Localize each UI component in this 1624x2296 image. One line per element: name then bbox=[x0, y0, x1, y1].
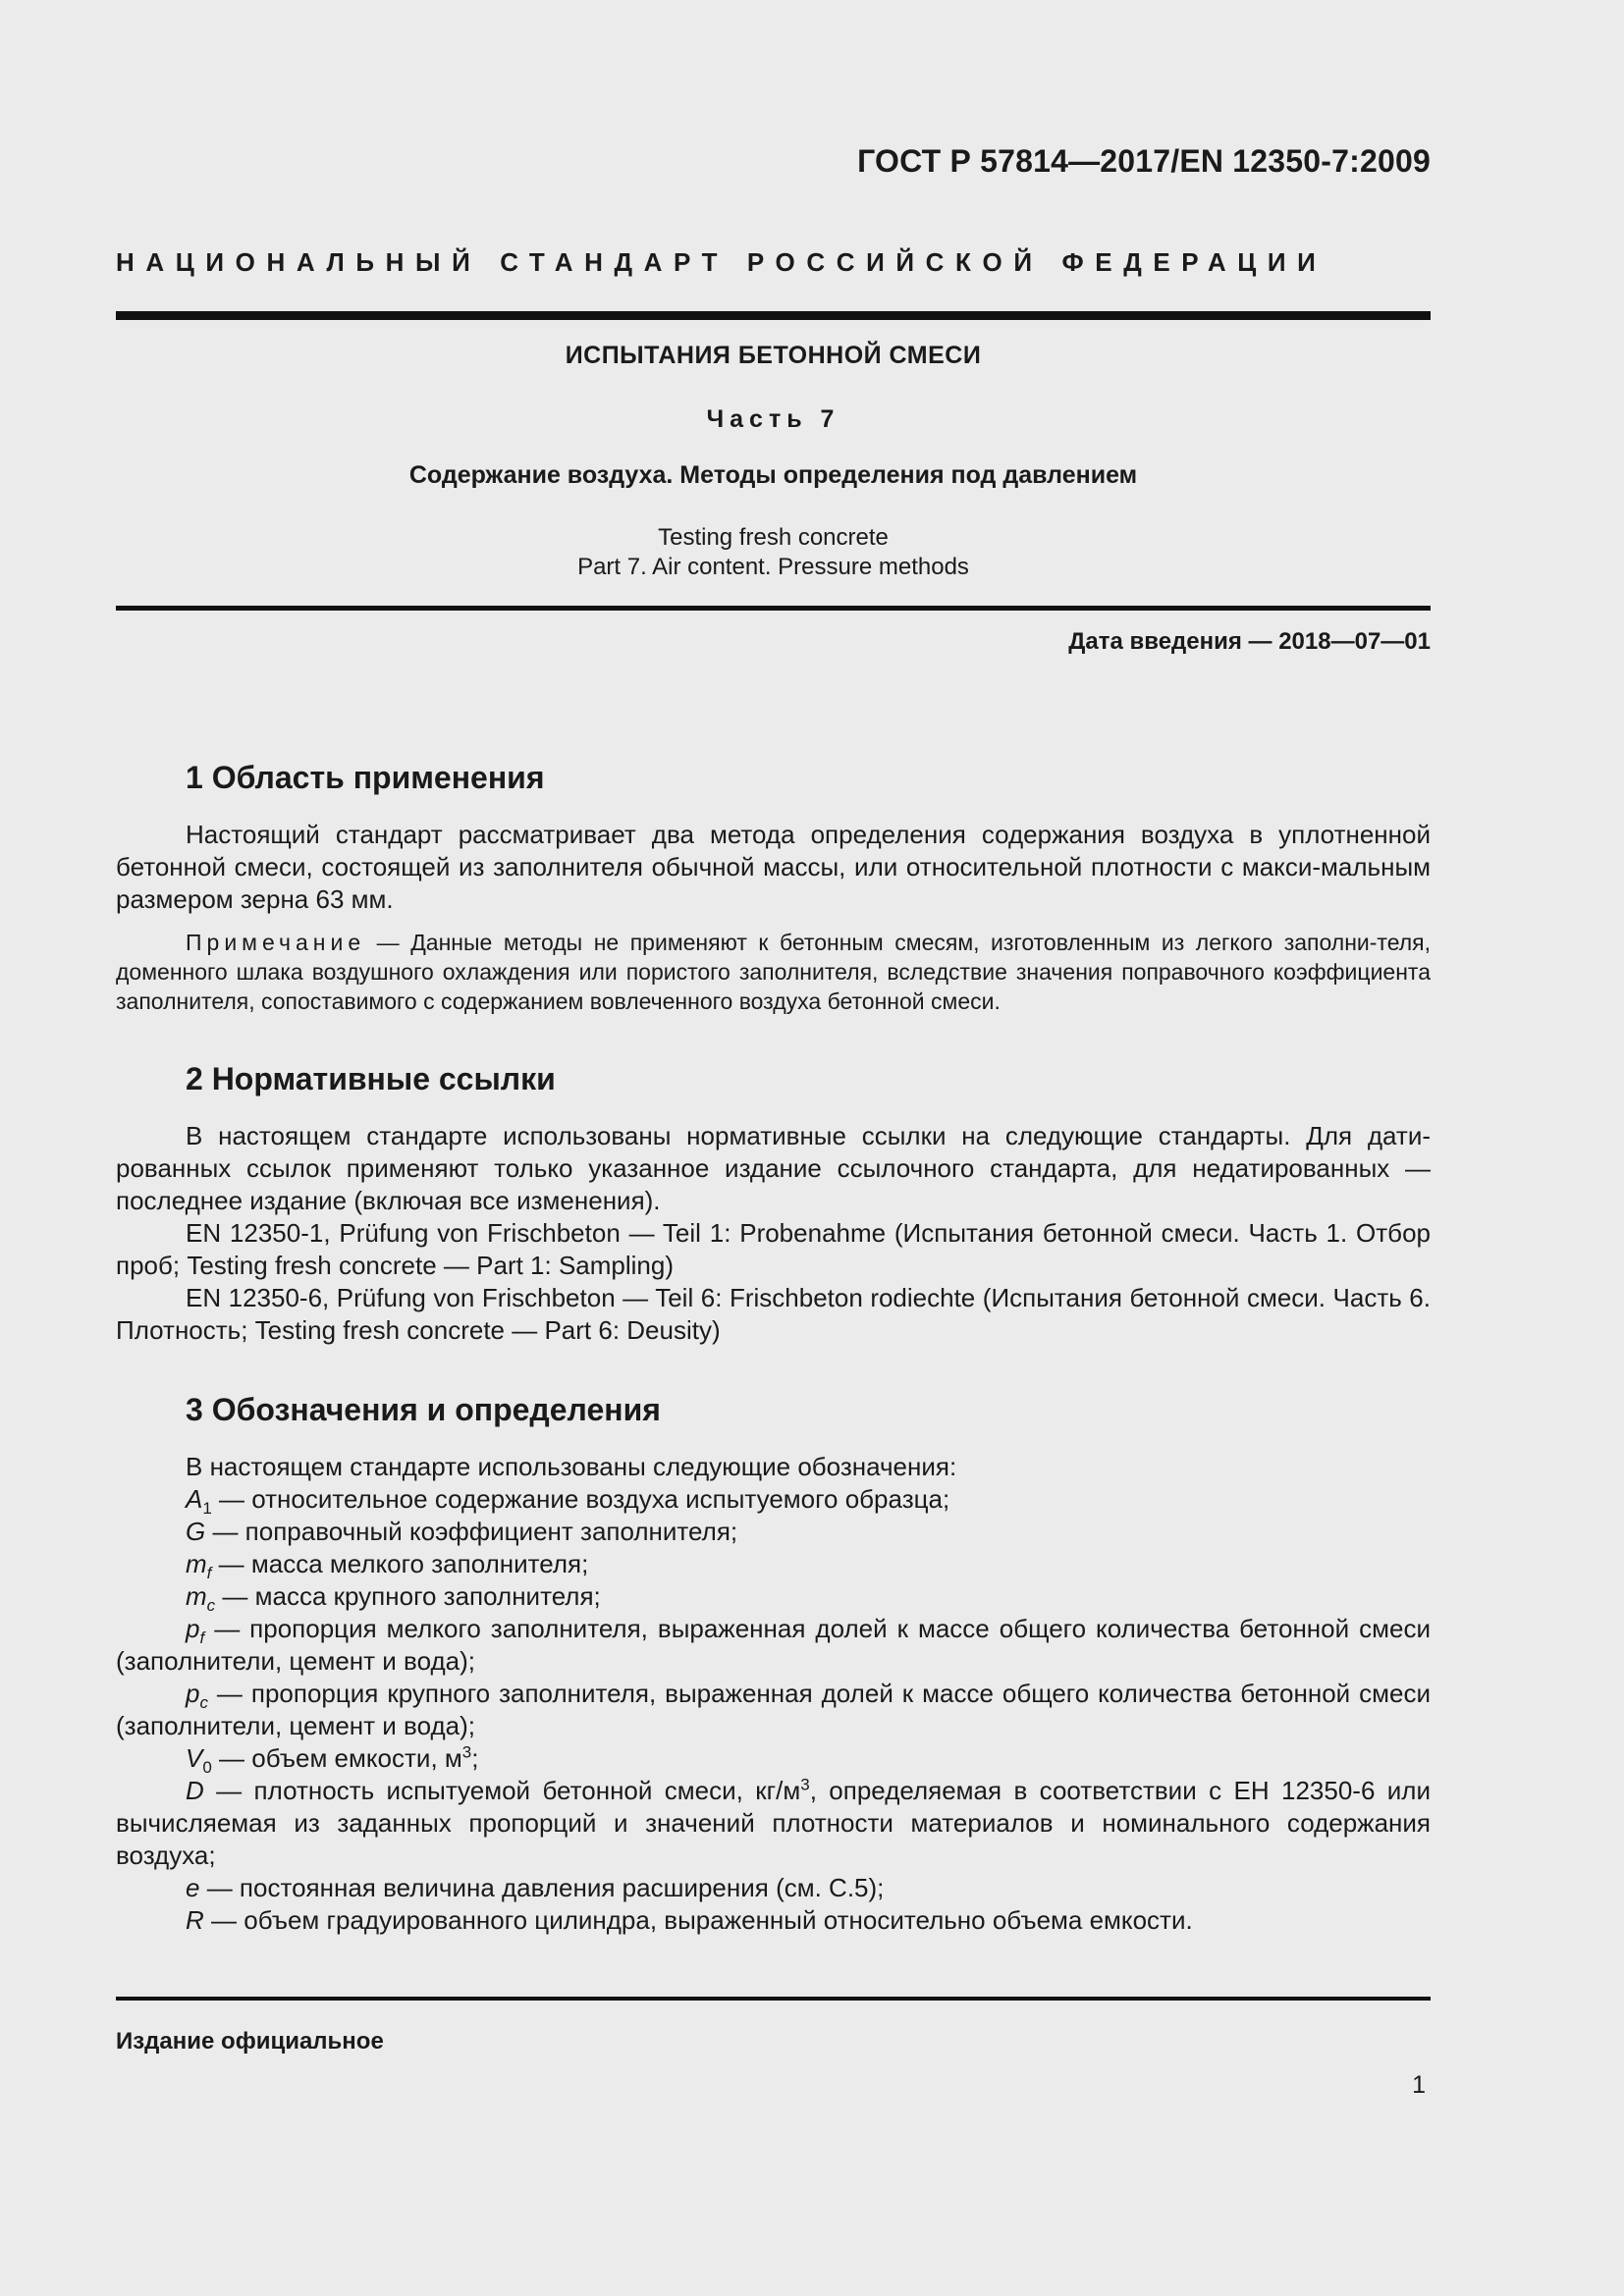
section1-note bbox=[116, 928, 1431, 1016]
section2-heading: 2 Нормативные ссылки bbox=[186, 1061, 556, 1096]
symbol-definition: R — объем градуированного цилиндра, выраженный относительно объема емкости. bbox=[186, 1905, 1193, 1935]
header-rule bbox=[116, 311, 1431, 320]
section2-reference: EN 12350-1, Prüfung von Frischbeton — Teil 1: Probenahme (Испытания бетонной смеси. Часть 1. Отбор проб; Testing fresh concrete — Part 1: Sampling) bbox=[116, 1218, 1431, 1280]
english-title-line2: Part 7. Air content. Pressure methods bbox=[577, 554, 969, 580]
section2-paragraph: В настоящем стандарте использованы нормативные ссылки на следующие стандарты. Для дати-рованных ссылок применяют только указанное издание ссылочного стандарта, для недатированных — последнее издание (включая все изменения). bbox=[116, 1121, 1431, 1215]
title-rule bbox=[116, 606, 1431, 611]
symbol-definition: e — постоянная величина давления расширения (см. С.5); bbox=[186, 1873, 885, 1902]
page-number: 1 bbox=[1412, 2071, 1426, 2099]
section3-heading: 3 Обозначения и определения bbox=[186, 1392, 661, 1427]
standard-code: ГОСТ Р 57814—2017/EN 12350-7:2009 bbox=[857, 143, 1431, 179]
english-title bbox=[116, 523, 1431, 582]
symbol-definition: $p_f$ — пропорция мелкого заполнителя, выраженная долей к массе общего количества бетонной смеси (заполнители, цемент и вода); bbox=[116, 1614, 1431, 1676]
section2-reference: EN 12350-6, Prüfung von Frischbeton — Teil 6: Frischbeton rodiechte (Испытания бетонной смеси. Часть 6. Плотность; Testing fresh concrete — Part 6: Deusity) bbox=[116, 1283, 1431, 1345]
section3-intro: В настоящем стандарте использованы следующие обозначения: bbox=[186, 1452, 957, 1481]
symbol-definition: $A_1$ — относительное содержание воздуха испытуемого образца; bbox=[186, 1484, 950, 1519]
intro-date: Дата введения — 2018—07—01 bbox=[1068, 628, 1431, 655]
symbol-definition: $p_c$ — пропорция крупного заполнителя, выраженная долей к массе общего количества бетонной смеси (заполнители, цемент и вода); bbox=[116, 1679, 1431, 1740]
symbol-definition: G — поправочный коэффициент заполнителя; bbox=[186, 1517, 738, 1546]
national-standard-heading: НАЦИОНАЛЬНЫЙ СТАНДАРТ РОССИЙСКОЙ ФЕДЕРАЦИИ bbox=[116, 247, 1327, 277]
footer-rule bbox=[116, 1997, 1431, 2001]
document-subtitle: Содержание воздуха. Методы определения под давлением bbox=[408, 461, 1138, 489]
document-title: ИСПЫТАНИЯ БЕТОННОЙ СМЕСИ bbox=[565, 342, 982, 369]
note-label: Примечание bbox=[186, 930, 366, 955]
section1-heading: 1 Область применения bbox=[186, 760, 545, 795]
symbol-definition: $m_f$ — масса мелкого заполнителя; bbox=[186, 1549, 589, 1583]
symbol-definition: $V_0$ — объем емкости, $м^3$; bbox=[186, 1742, 479, 1778]
edition-label: Издание официальное bbox=[116, 2028, 384, 2055]
section1-paragraph: Настоящий стандарт рассматривает два метода определения содержания воздуха в уплотненной бетонной смеси, состоящей из заполнителя обычной массы, или относительной плотности с макси-мальным размером зерна 63 мм. bbox=[116, 820, 1431, 914]
part-label: Часть 7 bbox=[706, 405, 840, 433]
symbol-definition: D — плотность испытуемой бетонной смеси, $кг/м^3$, определяемая в соответствии с ЕН 12350-6 или вычисляемая из заданных пропорций и значений плотности материалов и номинального содержания воздуха; bbox=[116, 1775, 1432, 1870]
note-text: — Данные методы не применяют к бетонным смесям, изготовленным из легкого заполни-теля, доменного шлака воздушного охлаждения или пористого заполнителя, вследствие значения поправочного коэффициента заполнителя, сопоставимого с содержанием вовлеченного воздуха бетонной смеси. bbox=[116, 930, 1431, 1014]
document-body bbox=[116, 758, 1431, 1937]
symbol-definition: $m_c$ — масса крупного заполнителя; bbox=[186, 1581, 601, 1616]
english-title-line1: Testing fresh concrete bbox=[658, 524, 889, 551]
